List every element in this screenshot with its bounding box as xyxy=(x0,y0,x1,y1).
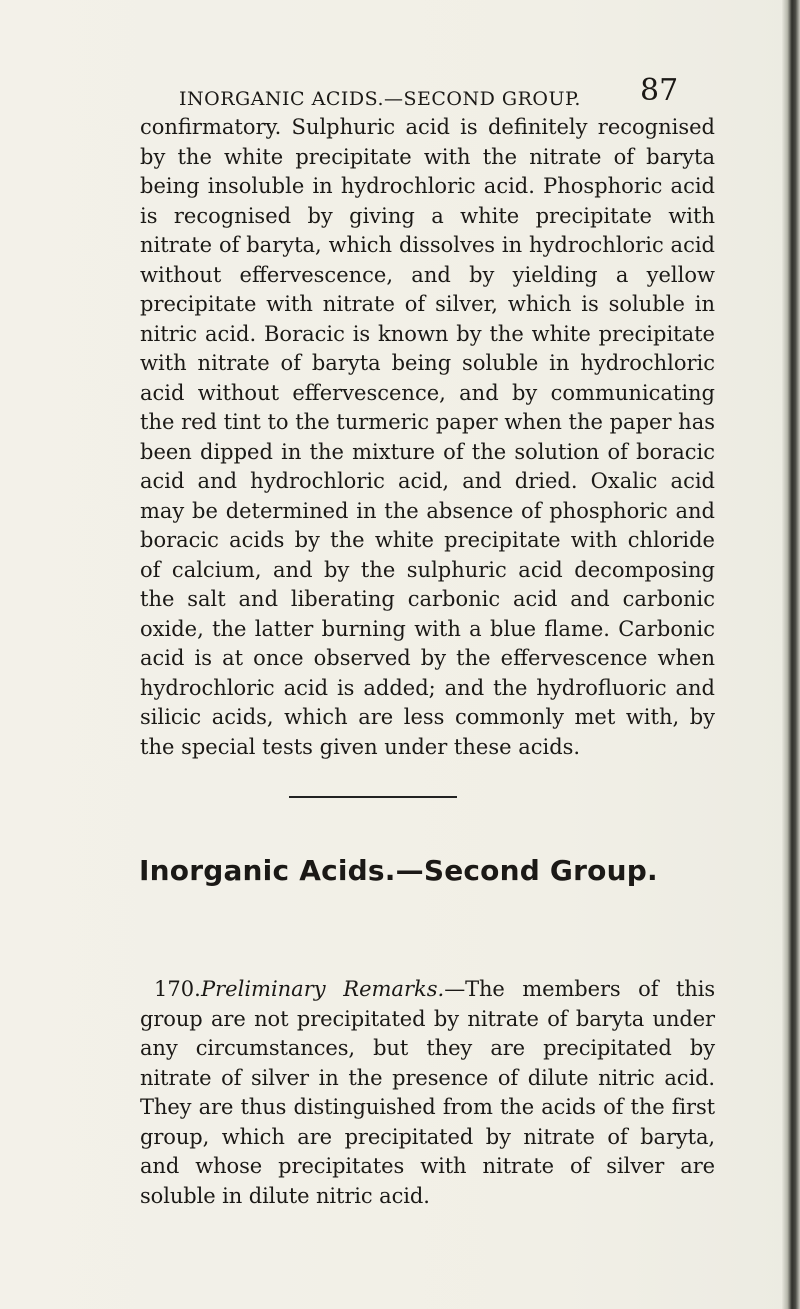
page-header xyxy=(0,72,780,116)
section-title: Inorganic Acids.—Second Group. xyxy=(139,854,658,887)
section-divider xyxy=(289,796,457,798)
body-paragraph-1: confirmatory. Sulphuric acid is definitely recognised by the white precipitate with the nitrate of baryta being insoluble in hydrochloric acid. Phosphoric acid is recognised by giving a white precipitate with nitrate of baryta, which dissolves in hydrochloric acid without effervescence, and by yielding a yellow precipitate with nitrate of silver, which is soluble in nitric acid. Boracic is known by the white precipitate with nitrate of baryta being soluble in hydrochloric acid without effervescence, and by communicating the red tint to the turmeric paper when the paper has been dipped in the mixture of the solution of boracic acid and hydrochloric acid, and dried. Oxalic acid may be determined in the absence of phosphoric and boracic acids by the white precipitate with chloride of calcium, and by the sulphuric acid decomposing the salt and liberating carbonic acid and carbonic oxide, the latter burning with a blue flame. Carbonic acid is at once observed by the effervescence when hydrochloric acid is added; and the hydrofluoric and silicic acids, which are less commonly met with, by the special tests given under these acids. xyxy=(140,115,715,759)
section-italic-heading: Preliminary Remarks. xyxy=(201,977,445,1001)
section-body-text: —The members of this group are not precipitated by nitrate of baryta under any circumstances, but they are precipitated by nitrate of silver in the presence of dilute nitric acid. They are thus distinguished from the acids of the first group, which are precipitated by nitrate of baryta, and whose precipitates with nitrate of silver are soluble in dilute nitric acid. xyxy=(140,977,715,1208)
running-head: INORGANIC ACIDS.—SECOND GROUP. xyxy=(179,88,581,110)
section-number: 170. xyxy=(154,977,201,1001)
body-paragraph-2 xyxy=(140,975,715,1215)
page-edge xyxy=(782,0,800,1309)
page-number: 87 xyxy=(640,73,679,108)
